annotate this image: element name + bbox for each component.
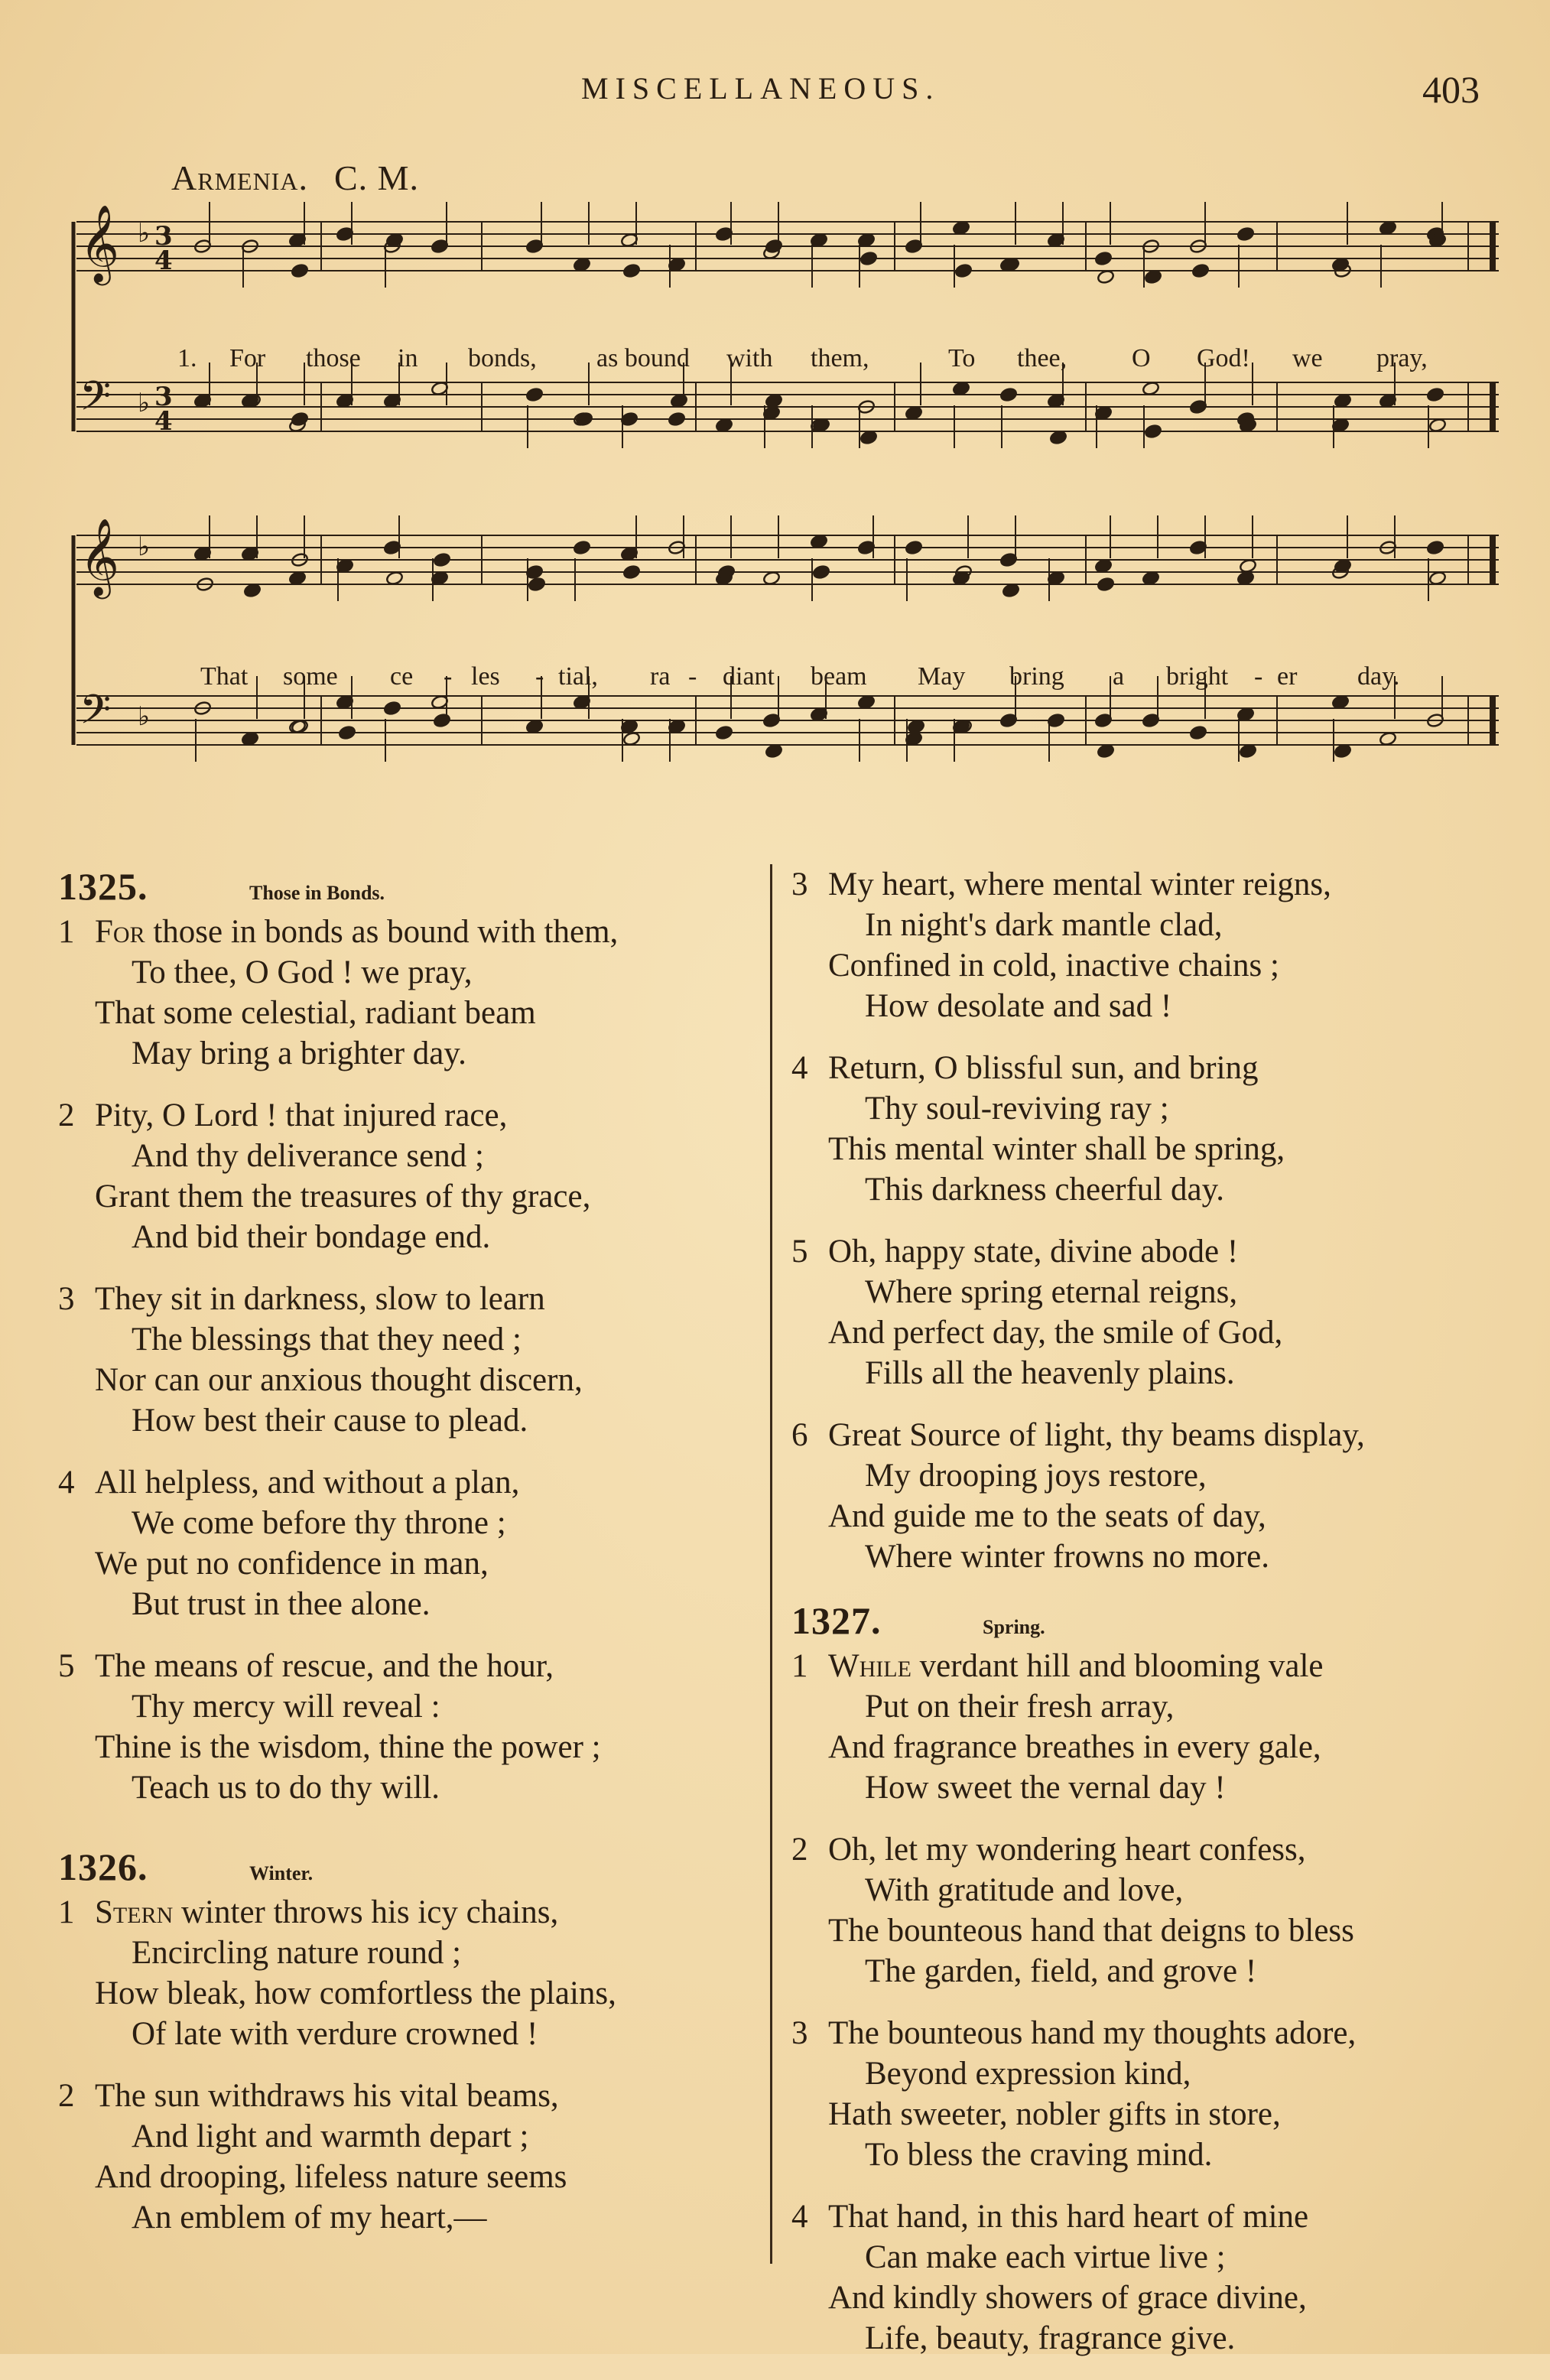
verse-text: They sit in darkness, slow to learn [95, 1281, 545, 1317]
note-head [1334, 393, 1352, 408]
verse-text: All helpless, and without a plan, [95, 1465, 520, 1501]
verse-line [58, 1767, 773, 1808]
note-head [907, 719, 925, 734]
verse-text: Return, O blissful sun, and bring [828, 1050, 1259, 1086]
verse-line [791, 1353, 1503, 1393]
treble-clef: 𝄞 [80, 203, 120, 282]
treble-clef: 𝄞 [80, 517, 120, 596]
note-head [765, 743, 783, 759]
verse-text: How desolate and sad ! [865, 988, 1172, 1024]
hymn-1326 [58, 1845, 773, 2238]
verse-line [791, 2094, 1503, 2135]
verse-line [58, 1462, 773, 1503]
note-head [1094, 558, 1113, 574]
page-number: 403 [1422, 68, 1480, 111]
note-head [1189, 725, 1207, 740]
note-head [715, 725, 733, 740]
lyric-syllable: a [1113, 662, 1125, 691]
music-lyric-line-2 [0, 662, 1550, 693]
lyric-syllable: with [726, 344, 773, 372]
stanza-number: 5 [58, 1648, 75, 1684]
verse-line [791, 1870, 1503, 1910]
lyric-syllable: That [200, 662, 249, 691]
hymn-subtitle: Winter. [249, 1862, 314, 1884]
verse-text: winter throws his icy chains, [181, 1894, 559, 1930]
verse-text: This darkness cheerful day. [865, 1172, 1225, 1208]
stanza [791, 1048, 1503, 1210]
stanza [791, 864, 1503, 1026]
verse-text: How sweet the vernal day ! [865, 1770, 1226, 1806]
note-head [383, 701, 401, 716]
stanza [58, 1279, 773, 1441]
verse-line [791, 905, 1503, 945]
verse-line [58, 1543, 773, 1584]
note-head [1379, 220, 1397, 236]
lyric-syllable: thee, [1017, 344, 1067, 372]
note-head [1142, 381, 1160, 396]
lyric-syllable: in [398, 344, 418, 372]
lyric-syllable: bonds, [468, 344, 537, 372]
verse-text: Life, beauty, fragrance give. [865, 2320, 1236, 2356]
note-head [810, 534, 828, 549]
page-header [0, 70, 1550, 116]
verse-line [791, 1767, 1503, 1808]
verse-line [791, 2237, 1503, 2278]
verse-line [791, 1951, 1503, 1991]
final-barline [1490, 696, 1496, 745]
verse-line [58, 1503, 773, 1543]
time-signature-top: 3 [154, 221, 173, 252]
verse-text: Great Source of light, thy beams display, [828, 1417, 1365, 1453]
verse-text: May bring a brighter day. [132, 1036, 466, 1071]
verse-text: And light and warmth depart ; [132, 2118, 529, 2154]
hymn-heading [58, 1845, 773, 1892]
verse-line [791, 2196, 1503, 2237]
verse-text: Beyond expression kind, [865, 2056, 1191, 2092]
lyric-syllable: O [1132, 344, 1151, 372]
stanza-list [58, 1892, 773, 2238]
verse-line [58, 2116, 773, 2157]
verse-text: The sun withdraws his vital beams, [95, 2078, 559, 2114]
note-head [952, 220, 970, 236]
verse-text: Thy soul-reviving ray ; [865, 1091, 1169, 1127]
verse-line [58, 1136, 773, 1176]
stanza [58, 1646, 773, 1808]
verse-line [791, 1312, 1503, 1353]
verse-text: To thee, O God ! we pray, [132, 954, 473, 990]
note-head [1097, 269, 1115, 284]
note-head [243, 583, 262, 598]
verse-line [58, 993, 773, 1033]
note-head [291, 263, 309, 278]
stanza-number: 2 [791, 1832, 808, 1868]
verse-line [58, 1279, 773, 1319]
verse-line [58, 1584, 773, 1624]
music-lyric-line-1 [0, 344, 1550, 375]
lyric-syllable: bright [1166, 662, 1229, 691]
lyric-syllable: we [1292, 344, 1323, 372]
verse-line [58, 1360, 773, 1400]
verse-line [58, 1217, 773, 1257]
verse-line [791, 2135, 1503, 2175]
flat-sign: ♭ [138, 388, 151, 418]
stanza-number: 1 [58, 1894, 75, 1930]
right-column [791, 864, 1503, 2380]
note-head [1334, 743, 1352, 759]
verse-text: And guide me to the seats of day, [828, 1498, 1266, 1534]
lyric-syllable: beam [811, 662, 867, 691]
lyric-syllable: May [918, 662, 966, 691]
note-head [1428, 418, 1447, 433]
note-head [1428, 571, 1447, 586]
verse-line [58, 912, 773, 952]
stanza-number: 1 [58, 914, 75, 950]
verse-text: Oh, happy state, divine abode ! [828, 1234, 1239, 1270]
hymn-heading [58, 864, 773, 912]
verse-line [791, 1727, 1503, 1767]
verse-line [58, 1033, 773, 1074]
time-signature-bottom: 4 [154, 406, 173, 437]
verse-line [58, 1646, 773, 1686]
lyric-syllable: diant [723, 662, 775, 691]
stanza-number: 1 [791, 1648, 808, 1684]
stanza [791, 1415, 1503, 1577]
note-head [338, 725, 356, 740]
note-head [622, 564, 641, 580]
verse-text: Put on their fresh array, [865, 1689, 1175, 1725]
note-head [999, 387, 1018, 402]
note-head [1236, 226, 1255, 242]
note-head [1379, 731, 1397, 746]
flat-sign: ♭ [138, 218, 151, 249]
verse-line [58, 1933, 773, 1973]
tune-meter: C. M. [333, 158, 420, 197]
hymn-heading [791, 1598, 1503, 1646]
verse-line [58, 2014, 773, 2054]
verse-line [791, 1272, 1503, 1312]
verse-line [58, 1319, 773, 1360]
lyric-syllable: tial, [558, 662, 598, 691]
stanza-number: 6 [791, 1417, 808, 1453]
verse-text: And bid their bondage end. [132, 1219, 491, 1255]
note-head [812, 564, 830, 580]
note-head [433, 713, 451, 728]
verse-text: Nor can our anxious thought discern, [95, 1362, 583, 1398]
note-head [573, 540, 591, 555]
note-head [668, 411, 686, 427]
stanza [58, 2076, 773, 2238]
verse-line [58, 2076, 773, 2116]
verse-line [58, 1095, 773, 1136]
verse-text: Hath sweeter, nobler gifts in store, [828, 2096, 1281, 2132]
stanza-number: 4 [58, 1465, 75, 1501]
verse-line [791, 1231, 1503, 1272]
lyric-syllable: les [471, 662, 500, 691]
stanza-number: 4 [791, 1050, 808, 1086]
music-score [69, 199, 1506, 826]
verse-line [791, 1169, 1503, 1210]
lyric-syllable: bring [1009, 662, 1064, 691]
first-word: While [828, 1648, 911, 1684]
lyric-syllable: For [229, 344, 266, 372]
verse-line [791, 2013, 1503, 2053]
note-head [1236, 571, 1255, 586]
verse-line [791, 2053, 1503, 2094]
verse-line [58, 1892, 773, 1933]
note-head [1334, 558, 1352, 574]
lyric-syllable: - [1254, 662, 1263, 691]
verse-line [58, 2197, 773, 2238]
verse-text: And kindly showers of grace divine, [828, 2280, 1307, 2316]
stanza-list [58, 912, 773, 1808]
verse-text: And thy deliverance send ; [132, 1138, 484, 1174]
verse-line [58, 1176, 773, 1217]
lyric-syllable: God! [1197, 344, 1250, 372]
note-head [859, 430, 878, 445]
verse-line [58, 1727, 773, 1767]
stanza-number: 3 [58, 1281, 75, 1317]
note-head [1239, 558, 1257, 574]
stanza-number: 2 [58, 2078, 75, 2114]
note-head [1097, 743, 1115, 759]
note-head [622, 263, 641, 278]
stanza [791, 2013, 1503, 2175]
verse-text: That hand, in this hard heart of mine [828, 2199, 1309, 2235]
lyric-syllable: ra [650, 662, 671, 691]
first-word: For [95, 914, 145, 950]
verse-text: An emblem of my heart,— [132, 2200, 487, 2235]
lyric-syllable: them, [811, 344, 869, 372]
verse-text: And fragrance breathes in every gale, [828, 1729, 1321, 1765]
verse-text: The garden, field, and grove ! [865, 1953, 1257, 1989]
hymn-subtitle: Spring. [983, 1616, 1045, 1638]
note-head [765, 239, 783, 254]
verse-text: We put no confidence in man, [95, 1546, 489, 1582]
verse-text: Can make each virtue live ; [865, 2239, 1226, 2275]
verse-line [791, 986, 1503, 1026]
note-head [622, 731, 641, 746]
note-head [1144, 269, 1162, 284]
lyric-syllable: er [1277, 662, 1298, 691]
verse-line [58, 1686, 773, 1727]
note-head [1426, 540, 1444, 555]
verse-line [791, 1686, 1503, 1727]
lyric-syllable: To [948, 344, 976, 372]
verse-text: And perfect day, the smile of God, [828, 1315, 1283, 1351]
final-barline [1490, 222, 1496, 271]
note-head [765, 393, 783, 408]
verse-text: That some celestial, radiant beam [95, 995, 536, 1031]
verse-line [791, 945, 1503, 986]
first-word: Stern [95, 1894, 174, 1930]
stanza-number: 2 [58, 1097, 75, 1133]
stanza [791, 2196, 1503, 2359]
hymn-subtitle: Those in Bonds. [249, 882, 385, 904]
verse-text: Thy mercy will reveal : [132, 1689, 440, 1725]
lyric-syllable: pray, [1376, 344, 1428, 372]
verse-text: This mental winter shall be spring, [828, 1131, 1285, 1167]
hymn-1327 [791, 1598, 1503, 2359]
stanza-number: 5 [791, 1234, 808, 1270]
note-head [1142, 571, 1160, 586]
verse-text: And drooping, lifeless nature seems [95, 2159, 567, 2195]
note-head [1239, 743, 1257, 759]
time-signature-top: 3 [154, 382, 173, 412]
verse-line [791, 1496, 1503, 1536]
flat-sign: ♭ [138, 532, 151, 562]
note-head [528, 577, 546, 592]
note-head [385, 571, 404, 586]
verse-text: The bounteous hand my thoughts adore, [828, 2015, 1357, 2051]
tune-title [171, 158, 419, 198]
stanza [58, 912, 773, 1074]
lyric-syllable: - [444, 662, 453, 691]
note-head [905, 540, 923, 555]
note-head [433, 552, 451, 567]
verse-text: Oh, let my wondering heart confess, [828, 1832, 1306, 1868]
verse-line [791, 2278, 1503, 2318]
note-head [573, 257, 591, 272]
verse-line [791, 1910, 1503, 1951]
note-head [857, 694, 876, 710]
verse-text: How best their cause to plead. [132, 1403, 528, 1439]
stanza [791, 1231, 1503, 1393]
note-head [1049, 430, 1067, 445]
verse-line [791, 1536, 1503, 1577]
verse-text: Where spring eternal reigns, [865, 1274, 1238, 1310]
note-head [1094, 251, 1113, 266]
verse-line [58, 1973, 773, 2014]
note-head [385, 232, 404, 248]
note-head [762, 571, 781, 586]
verse-line [791, 1129, 1503, 1169]
lyric-syllable: as bound [596, 344, 690, 372]
verse-line [791, 1829, 1503, 1870]
verse-line [58, 2157, 773, 2197]
stanza-number: 3 [791, 866, 808, 902]
lyric-syllable: day. [1357, 662, 1400, 691]
note-head [905, 405, 923, 421]
lyric-syllable: - [688, 662, 697, 691]
stanza-number: 4 [791, 2199, 808, 2235]
verse-text: With gratitude and love, [865, 1872, 1184, 1908]
verse-line [791, 1048, 1503, 1088]
stanza-number: 3 [791, 2015, 808, 2051]
verse-line [791, 1088, 1503, 1129]
final-barline [1490, 535, 1496, 584]
left-column [58, 864, 773, 2259]
lyric-syllable: - [535, 662, 544, 691]
verse-text: Of late with verdure crowned ! [132, 2016, 538, 2052]
lyric-syllable: 1. [177, 344, 197, 372]
stanza [791, 1829, 1503, 1991]
verse-line [58, 952, 773, 993]
final-barline [1490, 382, 1496, 431]
running-title: MISCELLANEOUS. [581, 71, 941, 106]
verse-text: But trust in thee alone. [132, 1586, 431, 1622]
note-head [1426, 387, 1444, 402]
note-head [952, 381, 970, 396]
verse-text: Teach us to do thy will. [132, 1770, 440, 1806]
stanza [791, 1646, 1503, 1808]
verse-line [791, 1646, 1503, 1686]
verse-text: Encircling nature round ; [132, 1935, 462, 1971]
verse-text: The blessings that they need ; [132, 1322, 522, 1357]
verse-text: My drooping joys restore, [865, 1458, 1207, 1494]
hymn-number: 1327. [791, 1599, 882, 1642]
verse-text: The means of rescue, and the hour, [95, 1648, 554, 1684]
verse-text: The bounteous hand that deigns to bless [828, 1913, 1354, 1949]
lyric-syllable: those [306, 344, 361, 372]
verse-line [791, 864, 1503, 905]
time-signature-bottom: 4 [154, 245, 173, 276]
note-head [1144, 424, 1162, 439]
stanza [58, 1462, 773, 1624]
verse-text: How bleak, how comfortless the plains, [95, 1975, 616, 2011]
note-head [1331, 694, 1350, 710]
note-head [525, 719, 544, 734]
stanza [58, 1095, 773, 1257]
lyric-syllable: ce [390, 662, 414, 691]
hymn-number: 1325. [58, 865, 148, 908]
verse-text: Pity, O Lord ! that injured race, [95, 1097, 508, 1133]
note-head [859, 251, 878, 266]
verse-text: My heart, where mental winter reigns, [828, 866, 1331, 902]
verse-line [58, 1400, 773, 1441]
verse-text: Confined in cold, inactive chains ; [828, 948, 1279, 984]
verse-text: We come before thy throne ; [132, 1505, 506, 1541]
verse-text: those in bonds as bound with them, [153, 914, 619, 950]
hymn-number: 1326. [58, 1845, 148, 1888]
verse-text: verdant hill and blooming vale [919, 1648, 1324, 1684]
verse-text: Grant them the treasures of thy grace, [95, 1179, 591, 1214]
note-head [1097, 577, 1115, 592]
note-head [241, 731, 259, 746]
verse-text: To bless the craving mind. [865, 2137, 1213, 2173]
note-head [288, 571, 307, 586]
note-head [1191, 263, 1210, 278]
verse-line [791, 2318, 1503, 2359]
stanza-list [791, 864, 1503, 1577]
note-head [525, 387, 544, 402]
bass-clef: 𝄢 [80, 373, 112, 430]
verse-line [791, 1455, 1503, 1496]
music-notation [69, 199, 1506, 826]
tune-name: Armenia. [171, 158, 308, 197]
hymn-1325 [58, 864, 773, 1808]
note-head [1002, 583, 1020, 598]
note-head [954, 263, 973, 278]
note-head [670, 393, 688, 408]
note-head [291, 411, 309, 427]
note-head [715, 418, 733, 433]
verse-text: Fills all the heavenly plains. [865, 1355, 1235, 1391]
verse-line [791, 1415, 1503, 1455]
stanza-list [791, 1646, 1503, 2359]
bass-clef: 𝄢 [80, 687, 112, 743]
verse-text: Where winter frowns no more. [865, 1539, 1269, 1575]
verse-text: Thine is the wisdom, thine the power ; [95, 1729, 601, 1765]
flat-sign: ♭ [138, 701, 151, 732]
verse-text: In night's dark mantle clad, [865, 907, 1223, 943]
stanza [58, 1892, 773, 2054]
lyric-syllable: some [283, 662, 338, 691]
